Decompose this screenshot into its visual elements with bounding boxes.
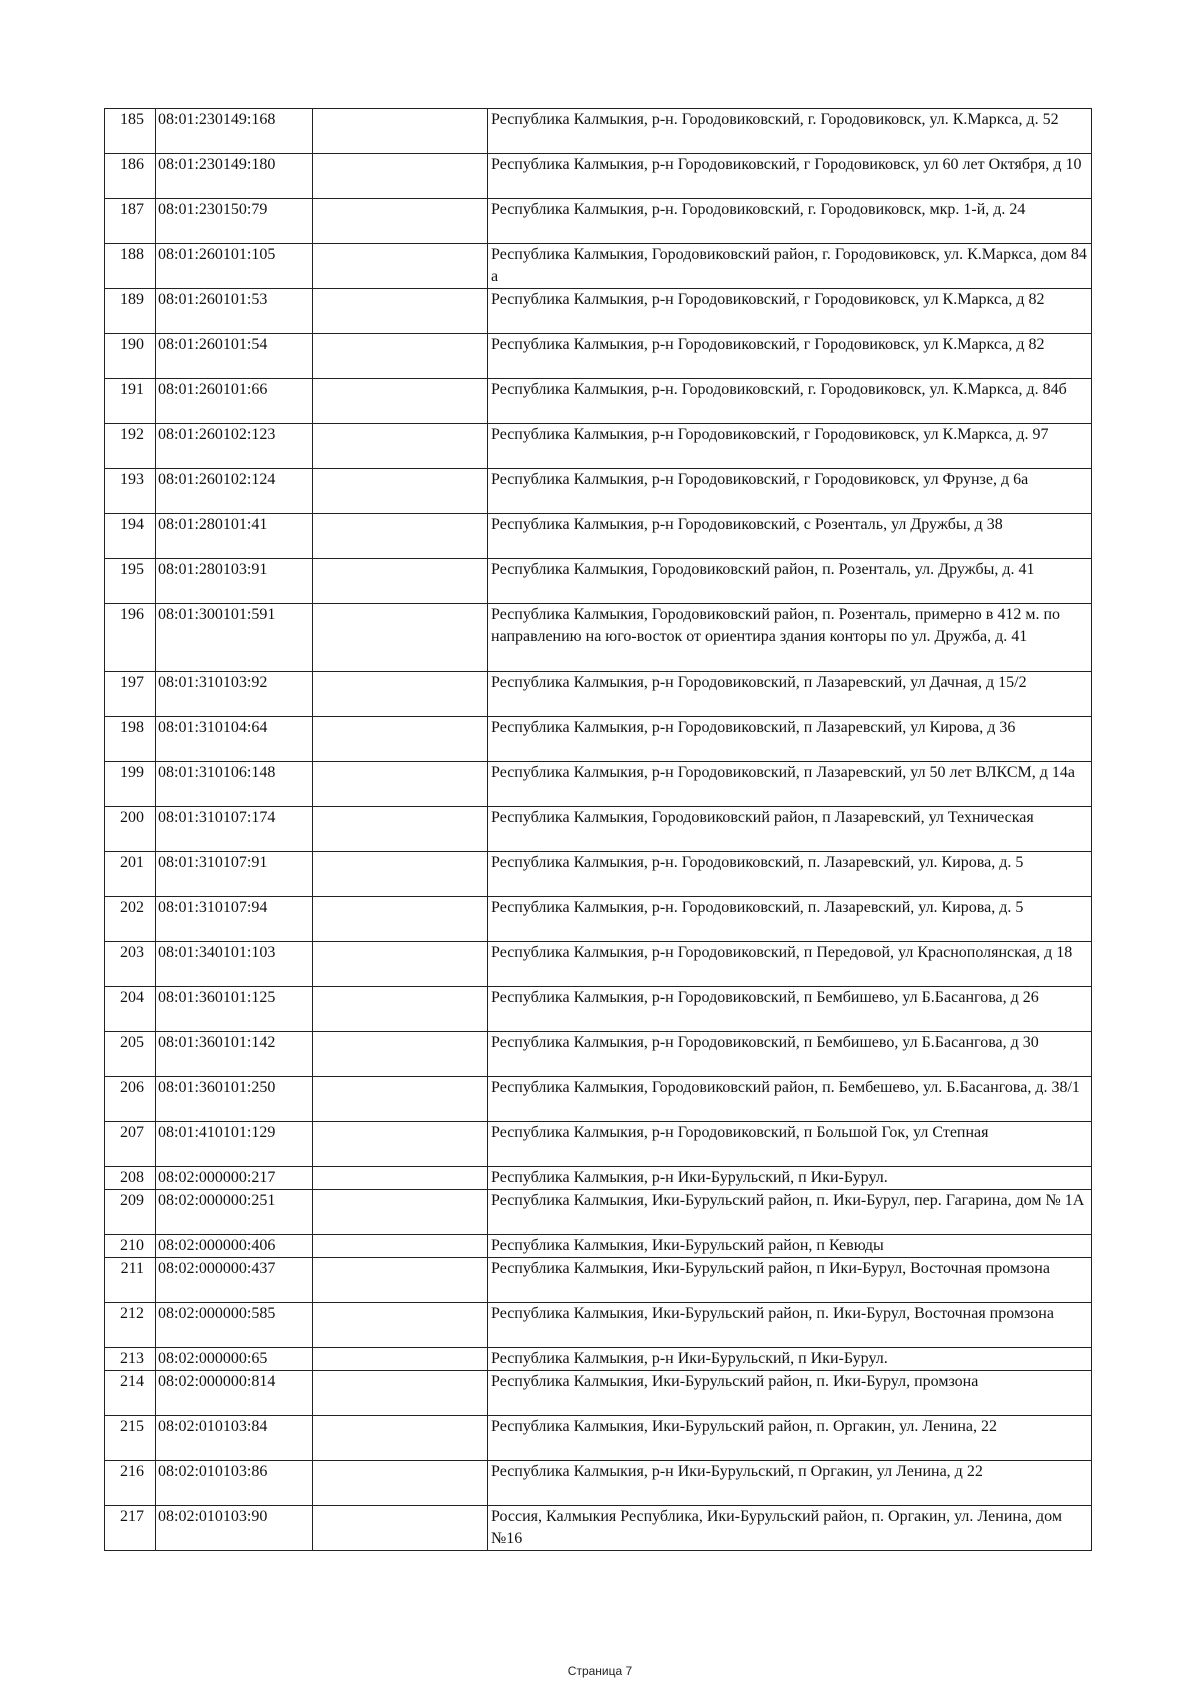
cadastral-number-cell: 08:01:360101:125 — [156, 987, 313, 1032]
cadastral-number-cell: 08:02:000000:217 — [156, 1167, 313, 1190]
row-number-cell: 207 — [105, 1122, 156, 1167]
cadastral-number-cell: 08:02:000000:406 — [156, 1235, 313, 1258]
empty-cell — [313, 1258, 488, 1303]
empty-cell — [313, 672, 488, 717]
empty-cell — [313, 1235, 488, 1258]
row-number-cell: 214 — [105, 1371, 156, 1416]
row-number-cell: 190 — [105, 334, 156, 379]
row-number-cell: 197 — [105, 672, 156, 717]
cadastral-number-cell: 08:01:260101:66 — [156, 379, 313, 424]
cadastral-number-cell: 08:02:000000:65 — [156, 1348, 313, 1371]
table-row — [105, 559, 1092, 604]
address-cell: Россия, Калмыкия Республика, Ики-Бурульский район, п. Оргакин, ул. Ленина, дом №16 — [488, 1506, 1092, 1551]
address-cell: Республика Калмыкия, Ики-Бурульский район, п. Ики-Бурул, Восточная промзона — [488, 1303, 1092, 1348]
address-cell: Республика Калмыкия, Городовиковский район, п. Бембешево, ул. Б.Басангова, д. 38/1 — [488, 1077, 1092, 1122]
property-table — [104, 108, 1092, 1551]
cadastral-number-cell: 08:01:310103:92 — [156, 672, 313, 717]
row-number-cell: 202 — [105, 897, 156, 942]
empty-cell — [313, 1303, 488, 1348]
empty-cell — [313, 469, 488, 514]
table-row — [105, 897, 1092, 942]
row-number-cell: 211 — [105, 1258, 156, 1303]
empty-cell — [313, 379, 488, 424]
empty-cell — [313, 289, 488, 334]
table-row — [105, 199, 1092, 244]
row-number-cell: 194 — [105, 514, 156, 559]
table-row — [105, 379, 1092, 424]
cadastral-number-cell: 08:01:260101:53 — [156, 289, 313, 334]
address-cell: Республика Калмыкия, р-н Ики-Бурульский, п Ики-Бурул. — [488, 1167, 1092, 1190]
address-cell: Республика Калмыкия, р-н. Городовиковский, г. Городовиковск, ул. К.Маркса, д. 84б — [488, 379, 1092, 424]
cadastral-number-cell: 08:01:310107:91 — [156, 852, 313, 897]
table-row — [105, 1077, 1092, 1122]
empty-cell — [313, 1348, 488, 1371]
table-row — [105, 852, 1092, 897]
table-row — [105, 1416, 1092, 1461]
table-row — [105, 1190, 1092, 1235]
cadastral-number-cell: 08:01:310107:174 — [156, 807, 313, 852]
table-row — [105, 334, 1092, 379]
table-row — [105, 109, 1092, 154]
address-cell: Республика Калмыкия, р-н Городовиковский, п Лазаревский, ул Дачная, д 15/2 — [488, 672, 1092, 717]
address-cell: Республика Калмыкия, Ики-Бурульский район, п. Ики-Бурул, промзона — [488, 1371, 1092, 1416]
cadastral-number-cell: 08:01:340101:103 — [156, 942, 313, 987]
table-row — [105, 244, 1092, 289]
row-number-cell: 186 — [105, 154, 156, 199]
empty-cell — [313, 1122, 488, 1167]
empty-cell — [313, 942, 488, 987]
empty-cell — [313, 1371, 488, 1416]
table-row — [105, 987, 1092, 1032]
row-number-cell: 212 — [105, 1303, 156, 1348]
cadastral-number-cell: 08:02:000000:251 — [156, 1190, 313, 1235]
row-number-cell: 208 — [105, 1167, 156, 1190]
cadastral-number-cell: 08:01:310106:148 — [156, 762, 313, 807]
cadastral-number-cell: 08:01:360101:250 — [156, 1077, 313, 1122]
address-cell: Республика Калмыкия, р-н Ики-Бурульский, п Ики-Бурул. — [488, 1348, 1092, 1371]
cadastral-number-cell: 08:02:010103:84 — [156, 1416, 313, 1461]
empty-cell — [313, 807, 488, 852]
table-row — [105, 942, 1092, 987]
cadastral-number-cell: 08:01:230149:168 — [156, 109, 313, 154]
cadastral-number-cell: 08:02:000000:437 — [156, 1258, 313, 1303]
empty-cell — [313, 1167, 488, 1190]
address-cell: Республика Калмыкия, р-н. Городовиковский, г. Городовиковск, мкр. 1-й, д. 24 — [488, 199, 1092, 244]
cadastral-number-cell: 08:01:280101:41 — [156, 514, 313, 559]
cadastral-number-cell: 08:01:260101:105 — [156, 244, 313, 289]
table-row — [105, 1461, 1092, 1506]
table-row — [105, 154, 1092, 199]
cadastral-number-cell: 08:01:310104:64 — [156, 717, 313, 762]
table-row — [105, 1258, 1092, 1303]
row-number-cell: 217 — [105, 1506, 156, 1551]
table-row — [105, 807, 1092, 852]
row-number-cell: 185 — [105, 109, 156, 154]
empty-cell — [313, 1506, 488, 1551]
address-cell: Республика Калмыкия, р-н Городовиковский, п Лазаревский, ул 50 лет ВЛКСМ, д 14а — [488, 762, 1092, 807]
row-number-cell: 210 — [105, 1235, 156, 1258]
page-number: Страница 7 — [567, 1664, 633, 1678]
address-cell: Республика Калмыкия, Ики-Бурульский район, п. Оргакин, ул. Ленина, 22 — [488, 1416, 1092, 1461]
address-cell: Республика Калмыкия, р-н. Городовиковский, п. Лазаревский, ул. Кирова, д. 5 — [488, 852, 1092, 897]
address-cell: Республика Калмыкия, р-н Городовиковский, г Городовиковск, ул 60 лет Октября, д 10 — [488, 154, 1092, 199]
cadastral-number-cell: 08:01:260102:123 — [156, 424, 313, 469]
empty-cell — [313, 514, 488, 559]
empty-cell — [313, 109, 488, 154]
address-cell: Республика Калмыкия, Городовиковский район, г. Городовиковск, ул. К.Маркса, дом 84 а — [488, 244, 1092, 289]
address-cell: Республика Калмыкия, Ики-Бурульский район, п Кевюды — [488, 1235, 1092, 1258]
table-row — [105, 1235, 1092, 1258]
cadastral-number-cell: 08:01:360101:142 — [156, 1032, 313, 1077]
row-number-cell: 213 — [105, 1348, 156, 1371]
row-number-cell: 209 — [105, 1190, 156, 1235]
address-cell: Республика Калмыкия, Городовиковский район, п. Розенталь, примерно в 412 м. по направлению на юго-восток от ориентира здания конторы по ул. Дружба, д. 41 — [488, 604, 1092, 672]
table-row — [105, 1167, 1092, 1190]
address-cell: Республика Калмыкия, р-н Городовиковский, г Городовиковск, ул Фрунзе, д 6а — [488, 469, 1092, 514]
empty-cell — [313, 1416, 488, 1461]
address-cell: Республика Калмыкия, Ики-Бурульский район, п Ики-Бурул, Восточная промзона — [488, 1258, 1092, 1303]
table-row — [105, 1371, 1092, 1416]
empty-cell — [313, 897, 488, 942]
address-cell: Республика Калмыкия, р-н Городовиковский, г Городовиковск, ул К.Маркса, д 82 — [488, 334, 1092, 379]
address-cell: Республика Калмыкия, р-н Городовиковский, п Бембишево, ул Б.Басангова, д 26 — [488, 987, 1092, 1032]
empty-cell — [313, 244, 488, 289]
cadastral-number-cell: 08:01:260102:124 — [156, 469, 313, 514]
row-number-cell: 203 — [105, 942, 156, 987]
cadastral-number-cell: 08:02:000000:814 — [156, 1371, 313, 1416]
cadastral-number-cell: 08:01:260101:54 — [156, 334, 313, 379]
table-row — [105, 604, 1092, 672]
table-row — [105, 289, 1092, 334]
row-number-cell: 189 — [105, 289, 156, 334]
row-number-cell: 215 — [105, 1416, 156, 1461]
address-cell: Республика Калмыкия, р-н Городовиковский, п Лазаревский, ул Кирова, д 36 — [488, 717, 1092, 762]
row-number-cell: 191 — [105, 379, 156, 424]
cadastral-number-cell: 08:02:010103:90 — [156, 1506, 313, 1551]
cadastral-number-cell: 08:01:230150:79 — [156, 199, 313, 244]
empty-cell — [313, 1461, 488, 1506]
table-row — [105, 1032, 1092, 1077]
empty-cell — [313, 559, 488, 604]
empty-cell — [313, 154, 488, 199]
empty-cell — [313, 717, 488, 762]
row-number-cell: 192 — [105, 424, 156, 469]
table-row — [105, 1348, 1092, 1371]
cadastral-number-cell: 08:01:410101:129 — [156, 1122, 313, 1167]
empty-cell — [313, 424, 488, 469]
address-cell: Республика Калмыкия, Ики-Бурульский район, п. Ики-Бурул, пер. Гагарина, дом № 1А — [488, 1190, 1092, 1235]
table-row — [105, 469, 1092, 514]
table-row — [105, 514, 1092, 559]
address-cell: Республика Калмыкия, р-н Городовиковский, с Розенталь, ул Дружбы, д 38 — [488, 514, 1092, 559]
table-row — [105, 424, 1092, 469]
empty-cell — [313, 1190, 488, 1235]
cadastral-number-cell: 08:01:280103:91 — [156, 559, 313, 604]
row-number-cell: 216 — [105, 1461, 156, 1506]
empty-cell — [313, 334, 488, 379]
table-row — [105, 1303, 1092, 1348]
row-number-cell: 206 — [105, 1077, 156, 1122]
address-cell: Республика Калмыкия, Городовиковский район, п Лазаревский, ул Техническая — [488, 807, 1092, 852]
empty-cell — [313, 762, 488, 807]
empty-cell — [313, 1077, 488, 1122]
empty-cell — [313, 987, 488, 1032]
table-row — [105, 1506, 1092, 1551]
table-row — [105, 672, 1092, 717]
row-number-cell: 195 — [105, 559, 156, 604]
table-body — [105, 109, 1092, 1551]
cadastral-number-cell: 08:01:230149:180 — [156, 154, 313, 199]
row-number-cell: 204 — [105, 987, 156, 1032]
row-number-cell: 188 — [105, 244, 156, 289]
empty-cell — [313, 604, 488, 672]
address-cell: Республика Калмыкия, р-н Ики-Бурульский, п Оргакин, ул Ленина, д 22 — [488, 1461, 1092, 1506]
address-cell: Республика Калмыкия, Городовиковский район, п. Розенталь, ул. Дружбы, д. 41 — [488, 559, 1092, 604]
address-cell: Республика Калмыкия, р-н. Городовиковский, г. Городовиковск, ул. К.Маркса, д. 52 — [488, 109, 1092, 154]
cadastral-number-cell: 08:02:010103:86 — [156, 1461, 313, 1506]
row-number-cell: 187 — [105, 199, 156, 244]
row-number-cell: 193 — [105, 469, 156, 514]
row-number-cell: 201 — [105, 852, 156, 897]
cadastral-number-cell: 08:01:300101:591 — [156, 604, 313, 672]
table-row — [105, 1122, 1092, 1167]
row-number-cell: 198 — [105, 717, 156, 762]
address-cell: Республика Калмыкия, р-н Городовиковский, п Большой Гок, ул Степная — [488, 1122, 1092, 1167]
address-cell: Республика Калмыкия, р-н Городовиковский, п Передовой, ул Краснополянская, д 18 — [488, 942, 1092, 987]
row-number-cell: 200 — [105, 807, 156, 852]
cadastral-number-cell: 08:01:310107:94 — [156, 897, 313, 942]
empty-cell — [313, 852, 488, 897]
address-cell: Республика Калмыкия, р-н Городовиковский, п Бембишево, ул Б.Басангова, д 30 — [488, 1032, 1092, 1077]
cadastral-number-cell: 08:02:000000:585 — [156, 1303, 313, 1348]
row-number-cell: 205 — [105, 1032, 156, 1077]
address-cell: Республика Калмыкия, р-н Городовиковский, г Городовиковск, ул К.Маркса, д. 97 — [488, 424, 1092, 469]
row-number-cell: 199 — [105, 762, 156, 807]
address-cell: Республика Калмыкия, р-н Городовиковский, г Городовиковск, ул К.Маркса, д 82 — [488, 289, 1092, 334]
row-number-cell: 196 — [105, 604, 156, 672]
table-row — [105, 717, 1092, 762]
empty-cell — [313, 1032, 488, 1077]
address-cell: Республика Калмыкия, р-н. Городовиковский, п. Лазаревский, ул. Кирова, д. 5 — [488, 897, 1092, 942]
table-row — [105, 762, 1092, 807]
empty-cell — [313, 199, 488, 244]
